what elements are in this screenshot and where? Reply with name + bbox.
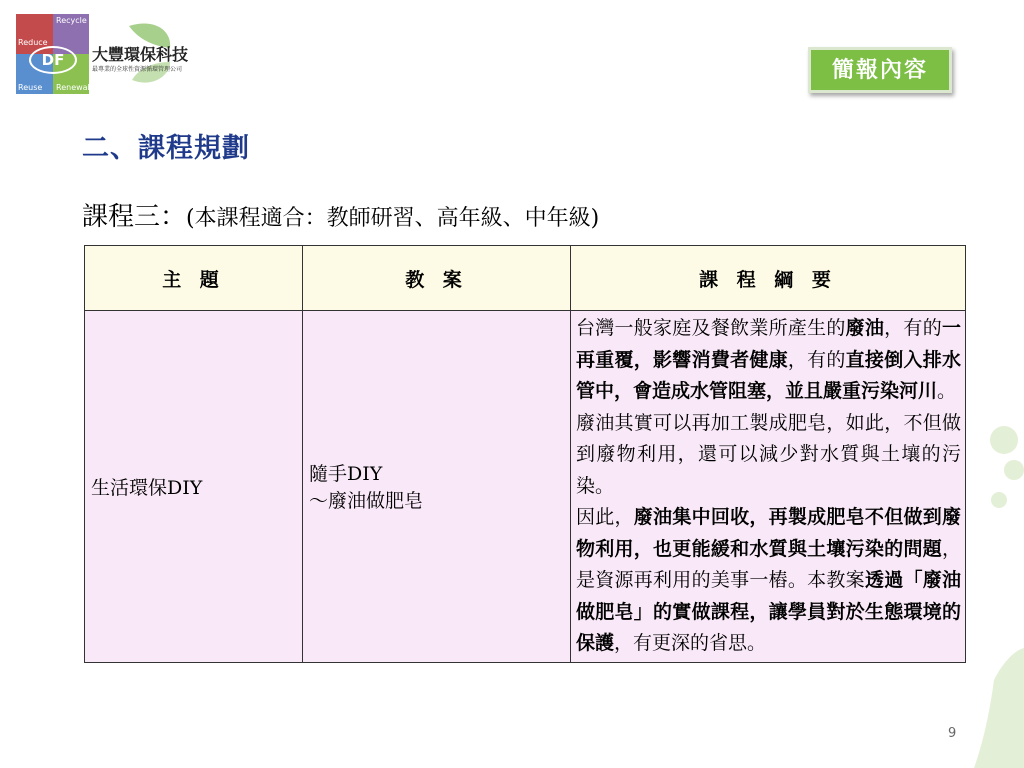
summary-text: ，有更深的省思。 <box>614 632 767 654</box>
presentation-contents-button[interactable]: 簡報內容 <box>808 47 952 93</box>
header-summary: 課 程 綱 要 <box>571 246 966 311</box>
summary-emphasis: 透過「廢油做肥皂」的實做課程，讓學員對於生態環境的保護 <box>576 569 961 654</box>
logo-recycle-label: Recycle <box>56 16 87 25</box>
logo-reduce-label: Reduce <box>18 38 48 47</box>
lesson-cell <box>303 311 571 663</box>
lesson-title: 隨手DIY <box>309 463 383 486</box>
course-name: 課程三： <box>82 202 187 232</box>
summary-cell <box>571 311 966 663</box>
topic-cell: 生活環保DIY <box>85 311 303 663</box>
summary-emphasis: 廢油 <box>845 317 885 339</box>
summary-text: 台灣一般家庭及餐飲業所產生的 <box>576 317 846 339</box>
page-number: 9 <box>948 726 957 741</box>
logo-reuse-label: Reuse <box>18 83 43 92</box>
course-audience: (本課程適合：教師研習、高年級、中年級) <box>186 206 600 231</box>
lesson-subtitle: ～廢油做肥皂 <box>309 490 424 513</box>
summary-paragraph-1 <box>576 313 961 408</box>
course-heading <box>82 196 599 233</box>
tree-decoration-icon <box>954 380 1024 768</box>
logo-df-mark: DF <box>29 46 77 74</box>
summary-emphasis: 直接倒入排水管中，會造成水管阻塞，並且嚴重污染河川 <box>576 348 961 402</box>
summary-paragraph-2: 廢油其實可以再加工製成肥皂，如此，不但做到廢物利用，還可以減少對水質與土壤的污染。 <box>576 411 961 497</box>
summary-text: ，有的 <box>787 348 846 371</box>
summary-emphasis: 一再重覆，影響消費者健康 <box>576 317 961 371</box>
summary-emphasis: 廢油集中回收，再製成肥皂不但做到廢物利用，也更能緩和水質與土壤污染的問題 <box>576 506 961 560</box>
course-plan-table <box>84 245 966 663</box>
header-lesson: 教 案 <box>303 246 571 311</box>
summary-paragraph-3 <box>576 502 961 660</box>
section-title: 二、課程規劃 <box>82 133 250 164</box>
summary-text: 。 <box>937 380 957 402</box>
summary-text: ，有的 <box>884 317 942 339</box>
summary-text: 因此， <box>576 506 634 528</box>
company-tagline: 最專業的全球性資源循環管理公司 <box>92 66 183 73</box>
table-row <box>85 311 966 663</box>
header-topic: 主 題 <box>85 246 303 311</box>
company-name: 大豐環保科技 <box>92 45 189 64</box>
summary-text: ，是資源再利用的美事一樁。本教案 <box>576 537 961 591</box>
company-logo <box>14 8 196 98</box>
table-header-row <box>85 246 966 311</box>
logo-renewable-label: Renewable <box>56 83 100 92</box>
